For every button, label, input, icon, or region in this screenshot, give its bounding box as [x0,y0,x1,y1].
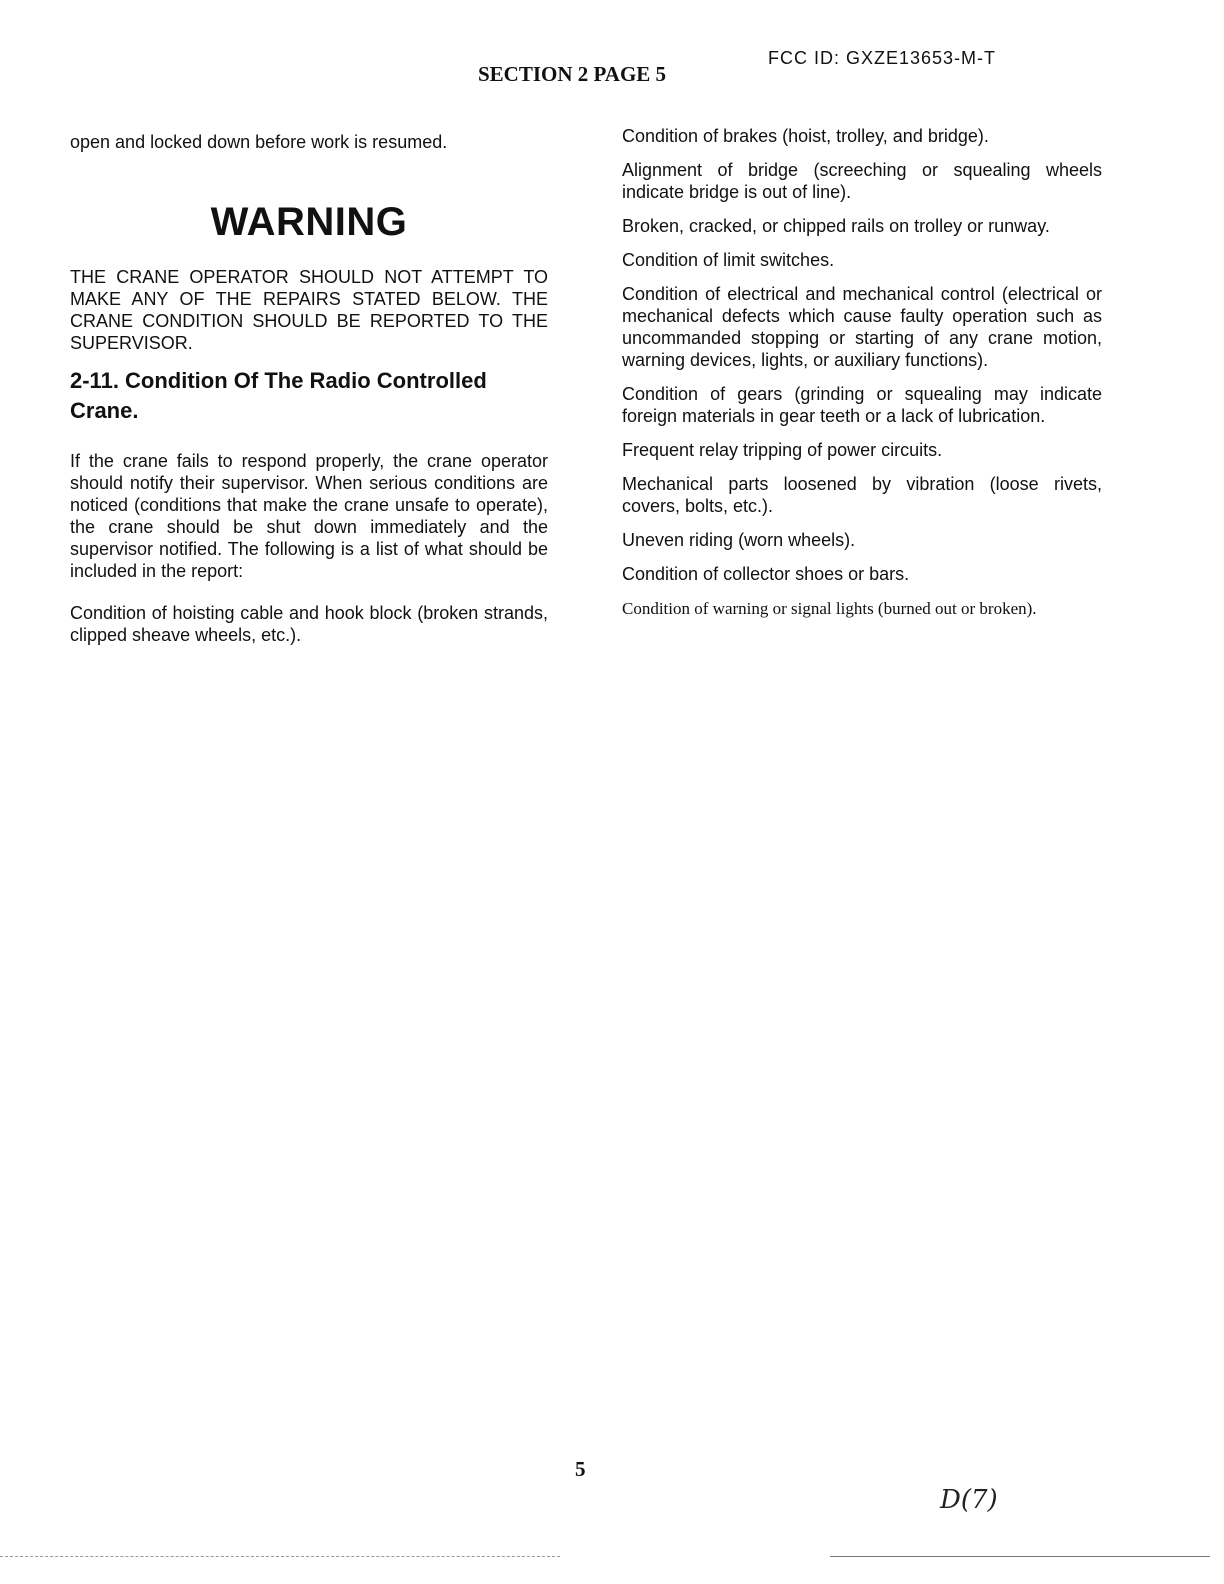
list-item-hoisting-cable: Condition of hoisting cable and hook block (broken strands, clipped sheave wheels, etc.). [70,603,548,645]
list-item: Condition of collector shoes or bars. [622,564,910,584]
body-paragraph: If the crane fails to respond properly, the crane operator should notify their supervisor. When serious conditions are noticed (conditions that make the crane unsafe to operate), the crane should be shut down immediately and the supervisor notified. The following is a list of what should be included in the report: [70,451,548,581]
list-item: Uneven riding (worn wheels). [622,530,856,550]
list-item: Condition of brakes (hoist, trolley, and bridge). [622,126,989,146]
intro-text: open and locked down before work is resumed. [70,132,448,152]
handwritten-note: D(7) [940,1485,998,1515]
section-page-title: SECTION 2 PAGE 5 [478,62,667,86]
list-item: Broken, cracked, or chipped rails on trolley or runway. [622,216,1050,236]
left-column [70,131,548,658]
list-item: Condition of warning or signal lights (burned out or broken). [622,599,1037,618]
warning-text: THE CRANE OPERATOR SHOULD NOT ATTEMPT TO MAKE ANY OF THE REPAIRS STATED BELOW. THE CRANE CONDITION SHOULD BE REPORTED TO THE SUPERVISOR. [70,267,548,353]
scan-artifact-line [830,1556,1210,1557]
list-item: Condition of electrical and mechanical control (electrical or mechanical defects which cause faulty operation such as uncommanded stopping or starting of any crane motion, warning devices, lights, or auxiliary functions). [622,284,1102,370]
right-column [622,125,1102,633]
list-item: Frequent relay tripping of power circuits. [622,440,943,460]
scan-artifact-line [0,1556,560,1557]
warning-title: WARNING [210,200,408,244]
fcc-id: FCC ID: GXZE13653-M-T [768,48,997,68]
section-heading: 2-11. Condition Of The Radio Controlled Crane. [70,368,487,423]
list-item: Mechanical parts loosened by vibration (loose rivets, covers, bolts, etc.). [622,474,1102,516]
list-item: Condition of gears (grinding or squealing may indicate foreign materials in gear teeth or a lack of lubrication. [622,384,1102,426]
list-item: Alignment of bridge (screeching or squealing wheels indicate bridge is out of line). [622,160,1102,202]
page-number: 5 [575,1457,586,1481]
list-item: Condition of limit switches. [622,250,835,270]
